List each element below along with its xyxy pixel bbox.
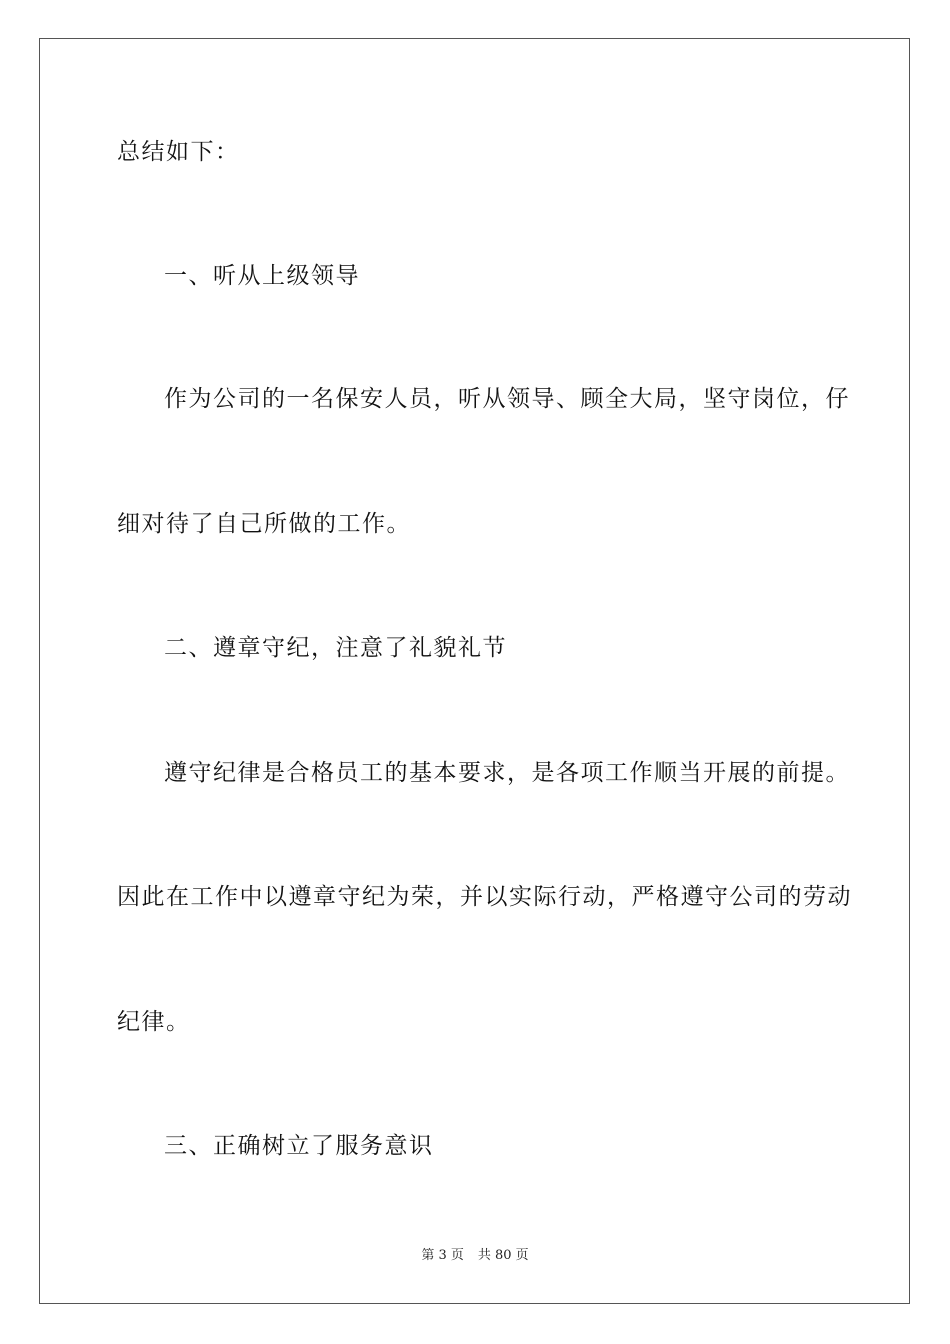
paragraph-line: 因此在工作中以遵章守纪为荣，并以实际行动，严格遵守公司的劳动 (117, 884, 852, 910)
heading-section-3: 三、正确树立了服务意识 (164, 1133, 434, 1159)
heading-section-2: 二、遵章守纪，注意了礼貌礼节 (164, 635, 507, 661)
paragraph-line: 纪律。 (117, 1009, 191, 1035)
paragraph-summary-intro: 总结如下： (117, 139, 240, 165)
paragraph-line: 细对待了自己所做的工作。 (117, 511, 411, 537)
total-pages: 共 80 页 (477, 1248, 529, 1263)
heading-section-1: 一、听从上级领导 (164, 263, 360, 289)
page-border (39, 38, 910, 1304)
page-number: 第 3 页 (421, 1248, 464, 1263)
page-footer (0, 1247, 950, 1265)
paragraph-line: 作为公司的一名保安人员，听从领导、顾全大局，坚守岗位，仔 (164, 386, 850, 412)
paragraph-line: 遵守纪律是合格员工的基本要求，是各项工作顺当开展的前提。 (164, 760, 850, 786)
